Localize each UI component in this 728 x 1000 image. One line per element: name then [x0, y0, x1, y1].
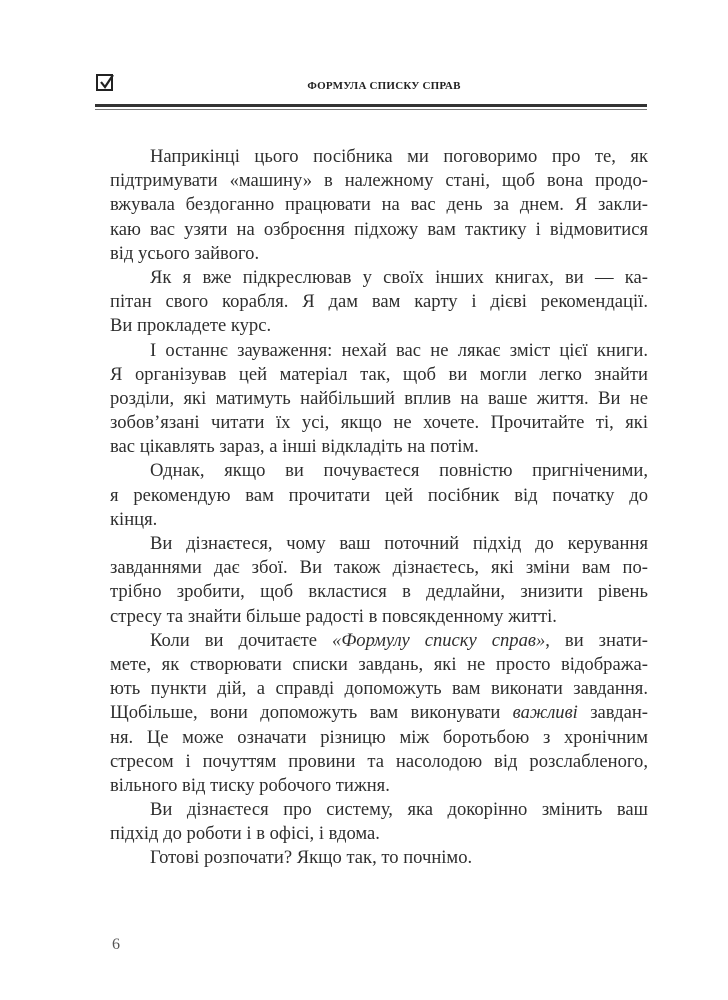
running-header-title: ФОРМУЛА СПИСКУ СПРАВ	[307, 80, 461, 92]
paragraph	[110, 145, 648, 266]
text-line: ня. Це може означати різницю між боротьбою з хронічним	[110, 726, 648, 748]
italic-text: «Формулу списку справ»	[332, 629, 546, 651]
text-line: Наприкінці цього посібника ми поговоримо про те, як	[150, 146, 648, 167]
paragraph	[110, 532, 648, 629]
header-rule	[95, 104, 647, 107]
text-line: ють пункти дій, а справді допоможуть вам виконати завдання.	[110, 678, 648, 700]
text-segment: Коли ви дочитаєте	[150, 629, 333, 651]
text-line: розділи, які матимуть найбільший вплив на ваше життя. Ви не	[110, 387, 648, 409]
text-line: Я організував цей матеріал так, щоб ви могли легко знайти	[110, 363, 648, 385]
text-line: підтримувати «машину» в належному стані, щоб вона продо-	[110, 170, 648, 192]
text-line: стресу та знайти більше радості в повсякденному житті.	[110, 605, 557, 627]
text-line: Ви дізнаєтеся про систему, яка докорінно змінить ваш	[150, 799, 648, 821]
paragraph	[110, 846, 648, 870]
paragraph	[110, 629, 648, 798]
text-line: каю вас узяти на озброєння підхожу вам тактику і відмовитися	[110, 218, 648, 240]
paragraph	[110, 266, 648, 339]
text-line	[110, 701, 648, 725]
text-line: Ви прокладете курс.	[110, 315, 272, 337]
text-line: вжувала бездоганно працювати на вас день за днем. Я закли-	[110, 194, 648, 216]
text-line: кінця.	[110, 508, 158, 530]
text-line: Ви дізнаєтеся, чому ваш поточний підхід до керування	[150, 533, 648, 554]
text-line: мете, як створювати списки завдань, які не просто відобража-	[110, 653, 648, 675]
text-line: Як я вже підкреслював у своїх інших книгах, ви — ка-	[150, 266, 648, 288]
text-line: вас цікавлять зараз, а інші відкладіть на потім.	[110, 436, 479, 458]
text-line: завданнями дає збої. Ви також дізнаєтесь, які зміни вам по-	[110, 557, 648, 579]
paragraph	[110, 459, 648, 532]
header-rule-thin	[95, 109, 647, 110]
page-number: 6	[112, 936, 120, 953]
text-line	[110, 629, 648, 653]
text-line: стресом і почуттям провини та насолодою від розслабленого,	[110, 750, 648, 772]
text-line: від усього зайвого.	[110, 242, 260, 264]
text-line: вільного від тиску робочого тижня.	[110, 774, 390, 796]
text-segment: Щобільше, вони допоможуть вам виконувати	[110, 702, 513, 724]
body-text	[110, 145, 648, 871]
text-line: я рекомендую вам прочитати цей посібник від початку до	[110, 484, 648, 506]
text-segment: , ви знати-	[545, 629, 649, 651]
text-line: зобов’язані читати їх усі, якщо не хочете. Прочитайте ті, які	[110, 412, 648, 434]
italic-text: важливі	[512, 702, 578, 724]
text-line: пітан свого корабля. Я дам вам карту і дієві рекомендації.	[110, 291, 648, 313]
text-segment: завдан-	[577, 702, 648, 724]
paragraph	[110, 339, 648, 460]
text-line: Готові розпочати? Якщо так, то почнімо.	[150, 847, 473, 869]
text-line: підхід до роботи і в офісі, і вдома.	[110, 823, 380, 845]
paragraph	[110, 798, 648, 846]
text-line: І останнє зауваження: нехай вас не лякає зміст цієї книги.	[150, 339, 648, 361]
checkbox-checked-icon	[96, 74, 113, 91]
text-line: трібно зробити, щоб вкластися в дедлайни, знизити рівень	[110, 581, 648, 603]
text-line: Однак, якщо ви почуваєтеся повністю пригніченими,	[150, 460, 648, 482]
